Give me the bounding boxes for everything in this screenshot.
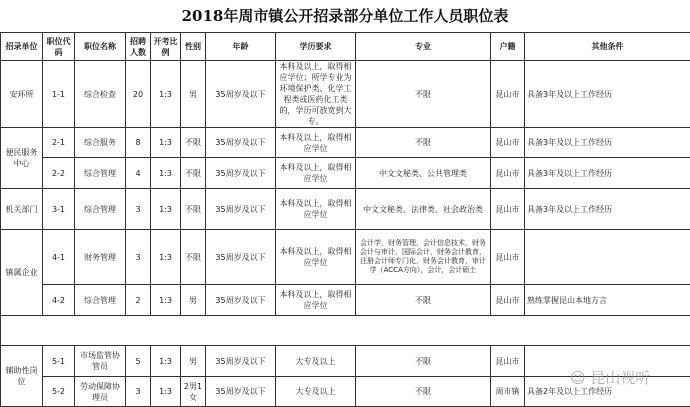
gender-cell: 不限 (181, 128, 206, 158)
positions-table (0, 32, 690, 407)
gender-cell: 男 (181, 346, 206, 377)
major-cell: 不限 (356, 377, 491, 407)
header-cell: 职位名称 (75, 33, 126, 61)
gender-cell: 不限 (181, 158, 206, 189)
age-cell: 35周岁及以下 (206, 230, 276, 285)
table-row (1, 230, 690, 285)
code-cell: 5-1 (43, 346, 75, 377)
name-cell: 综合检查 (75, 61, 126, 128)
unit-cell: 便民服务中心 (1, 128, 43, 189)
age-cell: 35周岁及以下 (206, 61, 276, 128)
other-cell (525, 346, 690, 377)
table-row (1, 128, 690, 158)
edu-cell: 本科及以上，取得相应学位；所学专业为环境保护类、化学工程类或医药化工类的，学历可放宽到大专。 (276, 61, 356, 128)
header-cell: 开考比例 (151, 33, 181, 61)
edu-cell: 本科及以上，取得相应学位 (276, 158, 356, 189)
name-cell: 综合管理 (75, 158, 126, 189)
code-cell: 1-1 (43, 61, 75, 128)
count-cell: 3 (126, 230, 151, 285)
header-cell: 专业 (356, 33, 491, 61)
table-row (1, 61, 690, 128)
name-cell: 财务管理 (75, 230, 126, 285)
major-cell: 会计学，财务管理，会计信息技术，财务会计与审计，国际会计，财务会计教育，注册会计师专门化，财务会计教育，审计学（ACCA方向），会计，会计硕士 (356, 230, 491, 285)
other-cell: 具备3年及以上工作经历 (525, 128, 690, 158)
ratio-cell: 1:3 (151, 128, 181, 158)
gender-cell: 不限 (181, 230, 206, 285)
edu-cell: 本科及以上，取得相应学位 (276, 128, 356, 158)
major-cell: 不限 (356, 61, 491, 128)
name-cell: 劳动保障协理员 (75, 377, 126, 407)
other-cell: 具备3年及以上工作经历 (525, 158, 690, 189)
name-cell: 市场监管协管员 (75, 346, 126, 377)
name-cell: 综合管理 (75, 285, 126, 316)
header-cell: 户籍 (491, 33, 525, 61)
edu-cell: 本科及以上，取得相应学位 (276, 189, 356, 230)
code-cell: 3-1 (43, 189, 75, 230)
unit-cell: 安环所 (1, 61, 43, 128)
count-cell: 2 (126, 285, 151, 316)
code-cell: 4-2 (43, 285, 75, 316)
ratio-cell: 1:3 (151, 230, 181, 285)
name-cell: 综合管理 (75, 189, 126, 230)
other-cell: 具备2年及以上工作经历 (525, 377, 690, 407)
other-cell (525, 230, 690, 285)
header-cell: 性别 (181, 33, 206, 61)
unit-cell: 镇属企业 (1, 230, 43, 316)
code-cell: 5-2 (43, 377, 75, 407)
empty-row (1, 316, 690, 346)
gender-cell: 男 (181, 61, 206, 128)
count-cell: 8 (126, 128, 151, 158)
unit-cell: 机关部门 (1, 189, 43, 230)
table-row (1, 377, 690, 407)
ratio-cell: 1:3 (151, 346, 181, 377)
age-cell: 35周岁及以下 (206, 346, 276, 377)
header-cell: 其他条件 (525, 33, 690, 61)
name-cell: 综合服务 (75, 128, 126, 158)
count-cell: 3 (126, 189, 151, 230)
edu-cell: 本科及以上，取得相应学位 (276, 285, 356, 316)
header-row (1, 33, 690, 61)
wechat-icon: ☺ (570, 369, 586, 387)
code-cell: 2-2 (43, 158, 75, 189)
gender-cell: 不限 (181, 189, 206, 230)
header-cell: 学历要求 (276, 33, 356, 61)
empty-cell (1, 316, 690, 346)
edu-cell: 大专及以上 (276, 377, 356, 407)
hukou-cell: 昆山市 (491, 158, 525, 189)
age-cell: 35周岁及以下 (206, 158, 276, 189)
header-cell: 职位代码 (43, 33, 75, 61)
table-row (1, 158, 690, 189)
gender-cell: 2男1女 (181, 377, 206, 407)
age-cell: 35周岁及以下 (206, 189, 276, 230)
hukou-cell: 周市镇 (491, 377, 525, 407)
hukou-cell: 昆山市 (491, 61, 525, 128)
gender-cell: 男 (181, 285, 206, 316)
major-cell: 中文文秘类、法律类、社会政治类 (356, 189, 491, 230)
table-row (1, 346, 690, 377)
hukou-cell: 昆山市 (491, 230, 525, 285)
table-row (1, 189, 690, 230)
age-cell: 35周岁及以下 (206, 285, 276, 316)
code-cell: 4-1 (43, 230, 75, 285)
table-row (1, 285, 690, 316)
hukou-cell: 昆山市 (491, 128, 525, 158)
hukou-cell: 昆山市 (491, 285, 525, 316)
header-cell: 招录单位 (1, 33, 43, 61)
other-cell: 熟练掌握昆山本地方言 (525, 285, 690, 316)
count-cell: 3 (126, 377, 151, 407)
age-cell: 35周岁及以下 (206, 377, 276, 407)
header-cell: 招聘人数 (126, 33, 151, 61)
watermark-text: 昆山视听 (590, 369, 650, 387)
major-cell: 不限 (356, 346, 491, 377)
other-cell: 具备3年及以上工作经历 (525, 61, 690, 128)
major-cell: 中文文秘类、公共管理类 (356, 158, 491, 189)
code-cell: 2-1 (43, 128, 75, 158)
unit-cell: 辅助性岗位 (1, 346, 43, 407)
count-cell: 5 (126, 346, 151, 377)
edu-cell: 本科及以上，取得相应学位 (276, 230, 356, 285)
hukou-cell: 昆山市 (491, 189, 525, 230)
ratio-cell: 1:3 (151, 61, 181, 128)
major-cell: 不限 (356, 285, 491, 316)
ratio-cell: 1:3 (151, 189, 181, 230)
count-cell: 20 (126, 61, 151, 128)
hukou-cell: 昆山市 (491, 346, 525, 377)
header-cell: 年龄 (206, 33, 276, 61)
edu-cell: 大专及以上 (276, 346, 356, 377)
ratio-cell: 1:3 (151, 285, 181, 316)
count-cell: 4 (126, 158, 151, 189)
page-title: 2018年周市镇公开招录部分单位工作人员职位表 (0, 0, 690, 32)
ratio-cell: 1:3 (151, 158, 181, 189)
other-cell: 具备3年及以上工作经历 (525, 189, 690, 230)
age-cell: 35周岁及以下 (206, 128, 276, 158)
major-cell: 不限 (356, 128, 491, 158)
ratio-cell: 1:3 (151, 377, 181, 407)
